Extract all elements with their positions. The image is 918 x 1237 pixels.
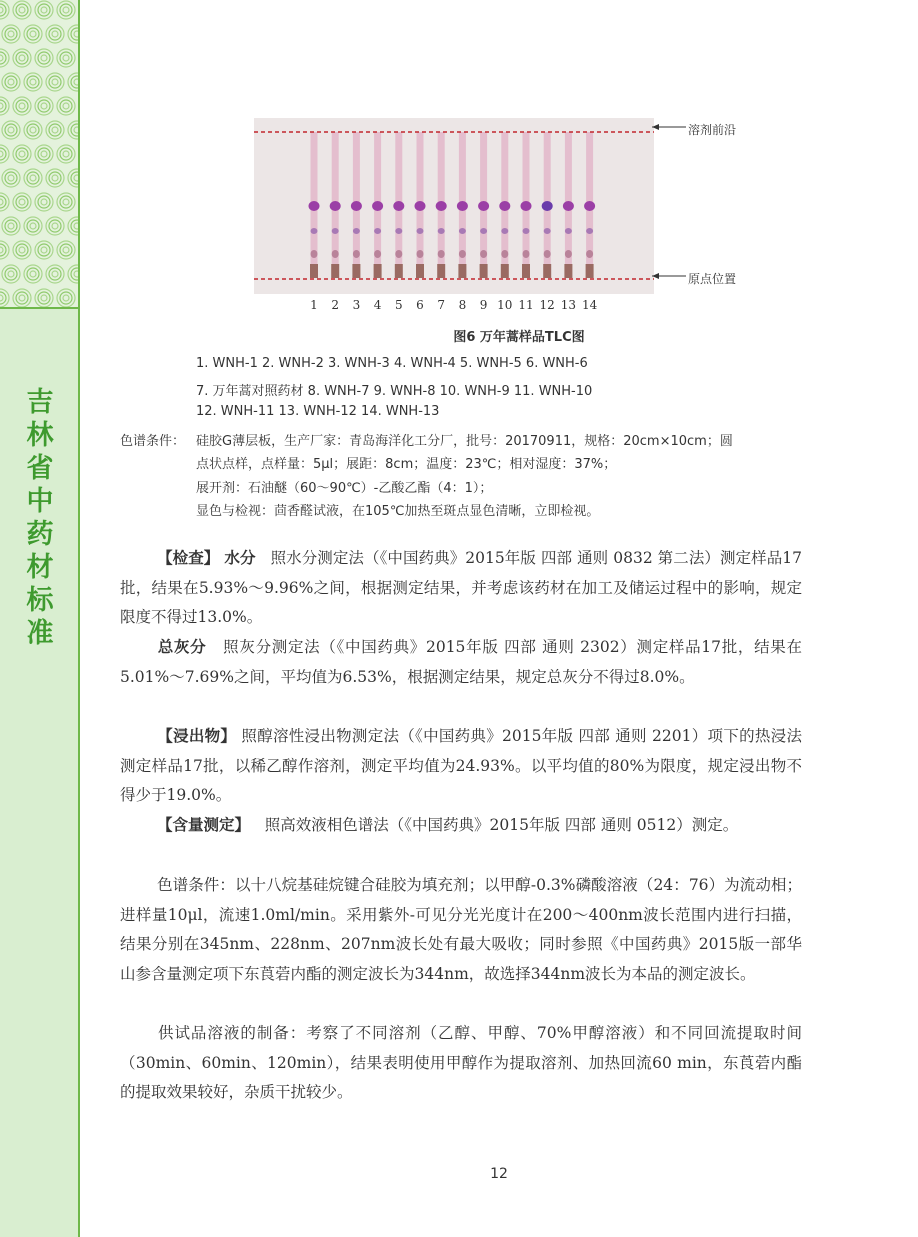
lane-number: 9 (479, 298, 488, 312)
lane-number: 4 (373, 298, 382, 312)
side-band (0, 0, 80, 1237)
extract-paragraph (120, 722, 802, 811)
callout-arrows (652, 122, 692, 282)
extract-text: 照醇溶性浸出物测定法（《中国药典》2015年版 四部 通则 2201）项下的热浸法测定样品17批，以稀乙醇作溶剂，测定平均值为24.93%。以平均值的80%为限度，规定浸出物不得少于19.0%。 (120, 727, 802, 804)
lane-number: 1 (310, 298, 318, 312)
side-divider (78, 0, 80, 1237)
solvent-front-label: 溶剂前沿 (688, 123, 737, 137)
conditions-line-2: 点状点样，点样量：5μl；展距：8cm；温度：23℃；相对湿度：37%； (196, 457, 617, 472)
lane-number: 6 (416, 298, 424, 312)
check-heading: 【检查】 (157, 549, 220, 567)
lane-number: 7 (437, 298, 445, 312)
conditions-line-4: 显色与检视：茴香醛试液，在105℃加热至斑点显色清晰，立即检视。 (196, 504, 600, 519)
cloud-pattern (0, 0, 78, 308)
lane-number: 2 (331, 298, 339, 312)
extract-heading: 【浸出物】 (157, 727, 237, 745)
legend-line-1: 1. WNH-1 2. WNH-2 3. WNH-3 4. WNH-4 5. WNH-5 6. WNH-6 (196, 356, 588, 371)
lane-number: 10 (497, 298, 513, 312)
figure-caption-text: 图6 万年蒿样品TLC图 (453, 330, 585, 345)
sample-prep-paragraph (120, 1019, 802, 1108)
lane-number: 12 (539, 298, 555, 312)
chromatography-text: 色谱条件：以十八烷基硅烷键合硅胶为填充剂；以甲醇-0.3%磷酸溶液（24：76）为流动相；进样量10μl，流速1.0ml/min。采用紫外-可见分光光度计在200～400nm波长范围内进行扫描，结果分别在345nm、228nm、207nm波长处有最大吸收；同时参照《中国药典》2015版一部华山参含量测定项下东莨菪内酯的测定波长为344nm，故选择344nm波长为本品的测定波长。 (120, 876, 802, 983)
check-paragraph (120, 544, 802, 633)
check-text: 照水分测定法（《中国药典》2015年版 四部 通则 0832 第二法）测定样品17批，结果在5.93%～9.96%之间，根据测定结果，并考虑该药材在加工及储运过程中的影响，规定限度不得过13.0%。 (120, 549, 802, 626)
side-pattern-border (0, 307, 80, 309)
sample-prep-text: 供试品溶液的制备：考察了不同溶剂（乙醇、甲醇、70%甲醇溶液）和不同回流提取时间（30min、60min、120min），结果表明使用甲醇作为提取溶剂、加热回流60 min，东莨菪内酯的提取效果较好，杂质干扰较少。 (120, 1024, 802, 1101)
ash-text: 照灰分测定法（《中国药典》2015年版 四部 通则 2302）测定样品17批，结果在5.01%～7.69%之间，平均值为6.53%，根据测定结果，规定总灰分不得过8.0%。 (120, 638, 802, 686)
page-number: 12 (490, 1166, 508, 1182)
ash-heading: 总灰分 (157, 638, 207, 656)
conditions-line-3: 展开剂：石油醚（60～90℃）-乙酸乙酯（4：1）； (196, 481, 493, 496)
assay-paragraph (120, 811, 802, 841)
figure-caption (0, 326, 918, 345)
ash-paragraph (120, 633, 802, 692)
assay-text: 照高效液相色谱法（《中国药典》2015年版 四部 通则 0512）测定。 (264, 816, 739, 834)
assay-heading: 【含量测定】 (157, 816, 251, 834)
moisture-subheading: 水分 (224, 549, 256, 567)
tlc-figure (250, 116, 810, 316)
book-title: 吉林省中药材标准 (26, 387, 54, 649)
chromatography-paragraph (120, 871, 802, 989)
legend-line-2: 7. 万年蒿对照药材 8. WNH-7 9. WNH-8 10. WNH-9 11. WNH-10 (196, 384, 593, 399)
legend-line-3: 12. WNH-11 13. WNH-12 14. WNH-13 (196, 404, 440, 419)
origin-label: 原点位置 (688, 272, 737, 286)
lane-number: 3 (352, 298, 361, 312)
lane-number: 14 (581, 298, 598, 312)
lane-number: 5 (394, 298, 403, 312)
tlc-plate-image (254, 118, 654, 294)
lane-number: 11 (518, 298, 534, 312)
lane-number: 8 (458, 298, 467, 312)
conditions-label: 色谱条件： (120, 434, 186, 449)
conditions-line-1: 硅胶G薄层板，生产厂家：青岛海洋化工分厂，批号：20170911，规格：20cm×10cm；圆 (196, 434, 733, 449)
lane-number: 13 (560, 298, 577, 312)
